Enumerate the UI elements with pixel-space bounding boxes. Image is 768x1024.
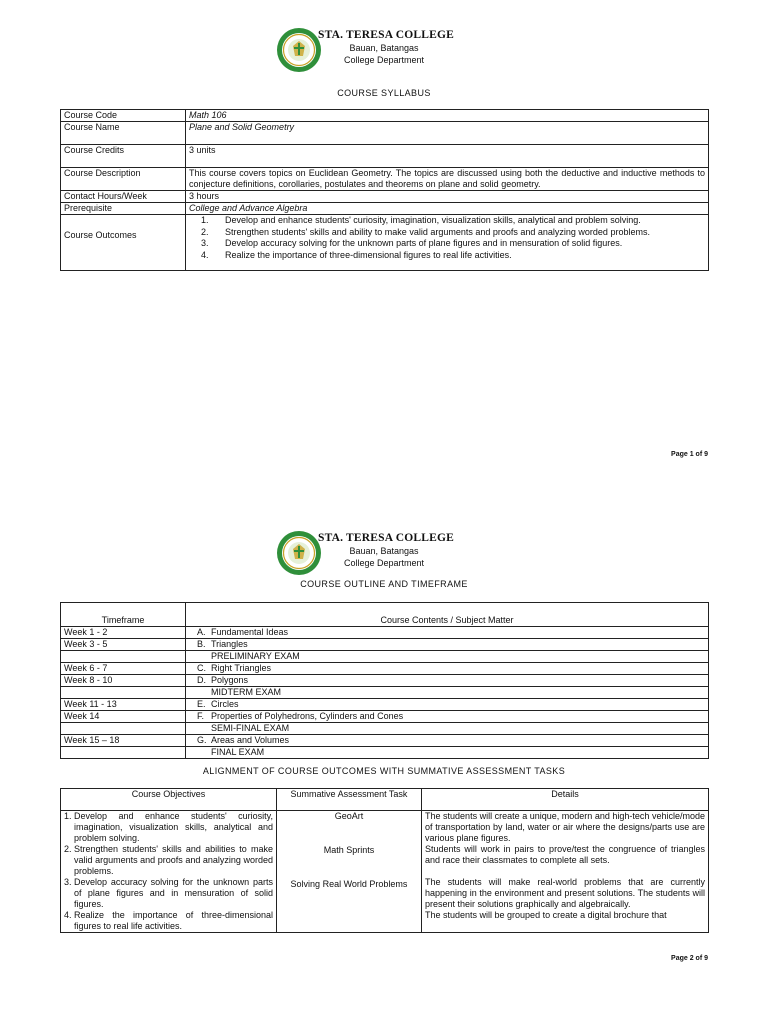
outcome-text: Realize the importance of three-dimensional figures to real life activities.: [225, 249, 512, 260]
syllabus-title: COURSE SYLLABUS: [337, 88, 431, 98]
college-department: College Department: [343, 558, 425, 568]
outline-letter: [189, 651, 211, 662]
column-header: Course Contents / Subject Matter: [186, 603, 709, 627]
table-row: [61, 711, 709, 723]
objectives-cell: [61, 811, 277, 933]
outline-letter: G.: [197, 735, 207, 745]
table-row: [61, 110, 709, 122]
objective-number: 4.: [64, 910, 72, 920]
row-label: Course Name: [61, 122, 186, 145]
college-department: College Department: [343, 55, 425, 65]
outline-content: Areas and Volumes: [211, 735, 290, 745]
course-outcomes-value: [186, 215, 709, 271]
table-row: [61, 191, 709, 203]
content-cell: [186, 747, 709, 759]
table-row: [61, 699, 709, 711]
outcome-text: Develop and enhance students' curiosity, imagination, visualization skills, analytical and problem solving.: [225, 215, 641, 225]
objective-text: Realize the importance of three-dimensional figures to real life activities.: [74, 910, 273, 931]
row-label: Contact Hours/Week: [61, 191, 186, 203]
table-row: [61, 122, 709, 145]
outline-letter: [189, 687, 211, 698]
outline-table: [60, 602, 709, 759]
table-row: [61, 663, 709, 675]
row-label: Course Outcomes: [61, 215, 186, 271]
timeframe-cell: [61, 747, 186, 759]
list-item: [201, 215, 705, 227]
alignment-table: [60, 788, 709, 933]
page-number: Page 2 of 9: [671, 955, 708, 962]
list-item: [64, 811, 273, 844]
syllabus-table: [60, 109, 709, 271]
table-row: [61, 675, 709, 687]
timeframe-cell: [61, 687, 186, 699]
outcome-number: 1.: [201, 215, 209, 225]
objective-text: Strengthen students' skills and abilities to make valid arguments and proofs and analyzing worded problems.: [74, 844, 273, 876]
objective-number: 2.: [64, 844, 72, 854]
content-cell: [186, 711, 709, 723]
timeframe-cell: [61, 651, 186, 663]
content-cell: [186, 687, 709, 699]
course-code-value: Math 106: [186, 110, 709, 122]
column-header: Course Objectives: [61, 789, 277, 811]
course-credits-value: 3 units: [186, 145, 709, 168]
row-label: Prerequisite: [61, 203, 186, 215]
outline-content: Properties of Polyhedrons, Cylinders and Cones: [211, 711, 404, 721]
task-name: Math Sprints: [323, 845, 375, 855]
list-item: [201, 227, 705, 239]
table-header-row: [61, 603, 709, 627]
content-cell: [186, 735, 709, 747]
table-row: [61, 747, 709, 759]
outline-letter: [189, 747, 211, 758]
outline-letter: A.: [197, 627, 206, 637]
timeframe-cell: Week 1 - 2: [61, 627, 186, 639]
outline-title: COURSE OUTLINE AND TIMEFRAME: [300, 579, 468, 589]
outcome-text: Strengthen students' skills and ability to make valid arguments and proofs and analyzing worded problems.: [225, 226, 650, 237]
list-item: [64, 844, 273, 877]
timeframe-cell: Week 3 - 5: [61, 639, 186, 651]
detail-text: The students will be grouped to create a digital brochure that: [425, 910, 667, 920]
task-name: Solving Real World Problems: [290, 879, 408, 889]
outcome-number: 2.: [201, 226, 209, 237]
exam-label: PRELIMINARY EXAM: [211, 651, 300, 661]
outline-letter: C.: [197, 663, 206, 673]
content-cell: [186, 651, 709, 663]
list-item: [201, 250, 705, 262]
content-cell: [186, 699, 709, 711]
table-row: [61, 651, 709, 663]
table-row: [61, 203, 709, 215]
task-name: GeoArt: [334, 811, 364, 821]
course-description-value: This course covers topics on Euclidean Geometry. The topics are discussed using both the deductive and inductive methods to conjecture definitions, corollaries, postulates and theorems on plane and solid geometry.: [186, 168, 709, 191]
table-row: [61, 215, 709, 271]
timeframe-cell: Week 14: [61, 711, 186, 723]
table-header-row: [61, 789, 709, 811]
outline-content: Triangles: [211, 639, 248, 649]
exam-label: FINAL EXAM: [211, 747, 265, 757]
detail-text: Students will work in pairs to prove/test the congruence of triangles and race their classmates to complete all sets.: [425, 844, 705, 865]
outline-content: Right Triangles: [211, 663, 272, 673]
objective-text: Develop accuracy solving for the unknown parts of plane figures and in mensuration of solid figures.: [74, 877, 273, 909]
college-location: Bauan, Batangas: [349, 43, 419, 53]
objective-number: 3.: [64, 877, 72, 887]
table-row: [61, 145, 709, 168]
outcome-text: Develop accuracy solving for the unknown parts of plane figures and in mensuration of solid figures.: [225, 238, 623, 248]
outline-content: Polygons: [211, 675, 249, 685]
timeframe-cell: Week 6 - 7: [61, 663, 186, 675]
exam-label: MIDTERM EXAM: [211, 687, 282, 697]
table-row: [61, 627, 709, 639]
outline-letter: F.: [197, 711, 205, 721]
table-row: [61, 639, 709, 651]
page-number: Page 1 of 9: [671, 451, 708, 458]
outcome-number: 4.: [201, 249, 209, 260]
column-header: Summative Assessment Task: [277, 789, 422, 811]
content-cell: [186, 627, 709, 639]
row-label: Course Description: [61, 168, 186, 191]
content-cell: [186, 639, 709, 651]
course-name-value: Plane and Solid Geometry: [186, 122, 709, 145]
row-label: Course Credits: [61, 145, 186, 168]
college-name: STA. TERESA COLLEGE: [318, 29, 454, 41]
outline-letter: [189, 723, 211, 734]
outcomes-list: [189, 215, 705, 261]
outline-letter: B.: [197, 639, 206, 649]
timeframe-cell: [61, 723, 186, 735]
content-cell: [186, 723, 709, 735]
outline-letter: D.: [197, 675, 206, 685]
prerequisite-value: College and Advance Algebra: [186, 203, 709, 215]
content-cell: [186, 675, 709, 687]
tasks-cell: [277, 811, 422, 933]
details-cell: [422, 811, 709, 933]
content-cell: [186, 663, 709, 675]
column-header: Timeframe: [61, 603, 186, 627]
timeframe-cell: Week 11 - 13: [61, 699, 186, 711]
objective-text: Develop and enhance students' curiosity, imagination, visualization skills, analytical and problem solving.: [74, 811, 273, 843]
alignment-title: ALIGNMENT OF COURSE OUTCOMES WITH SUMMATIVE ASSESSMENT TASKS: [202, 766, 566, 776]
contact-hours-value: 3 hours: [186, 191, 709, 203]
list-item: [64, 910, 273, 932]
objective-number: 1.: [64, 811, 72, 821]
table-row: [61, 687, 709, 699]
outcome-number: 3.: [201, 238, 209, 248]
table-row: [61, 811, 709, 933]
page-2: [0, 503, 768, 1024]
page-1: [0, 0, 768, 503]
list-item: [64, 877, 273, 910]
exam-label: SEMI-FINAL EXAM: [211, 723, 290, 733]
row-label: Course Code: [61, 110, 186, 122]
detail-text: The students will make real-world problems that are currently happening in the environment and present solutions. The students will present their solutions graphically and algebraically.: [425, 877, 705, 909]
outline-letter: E.: [197, 699, 206, 709]
timeframe-cell: Week 8 - 10: [61, 675, 186, 687]
column-header: Details: [422, 789, 709, 811]
detail-text: The students will create a unique, modern and high-tech vehicle/mode of transportation by land, water or air where the designs/parts use are various plane figures.: [425, 811, 705, 843]
outline-content: Fundamental Ideas: [211, 627, 289, 637]
list-item: [201, 238, 705, 250]
college-location: Bauan, Batangas: [349, 546, 419, 556]
table-row: [61, 723, 709, 735]
timeframe-cell: Week 15 – 18: [61, 735, 186, 747]
table-row: [61, 168, 709, 191]
table-row: [61, 735, 709, 747]
outline-content: Circles: [211, 699, 239, 709]
college-name: STA. TERESA COLLEGE: [318, 532, 454, 544]
